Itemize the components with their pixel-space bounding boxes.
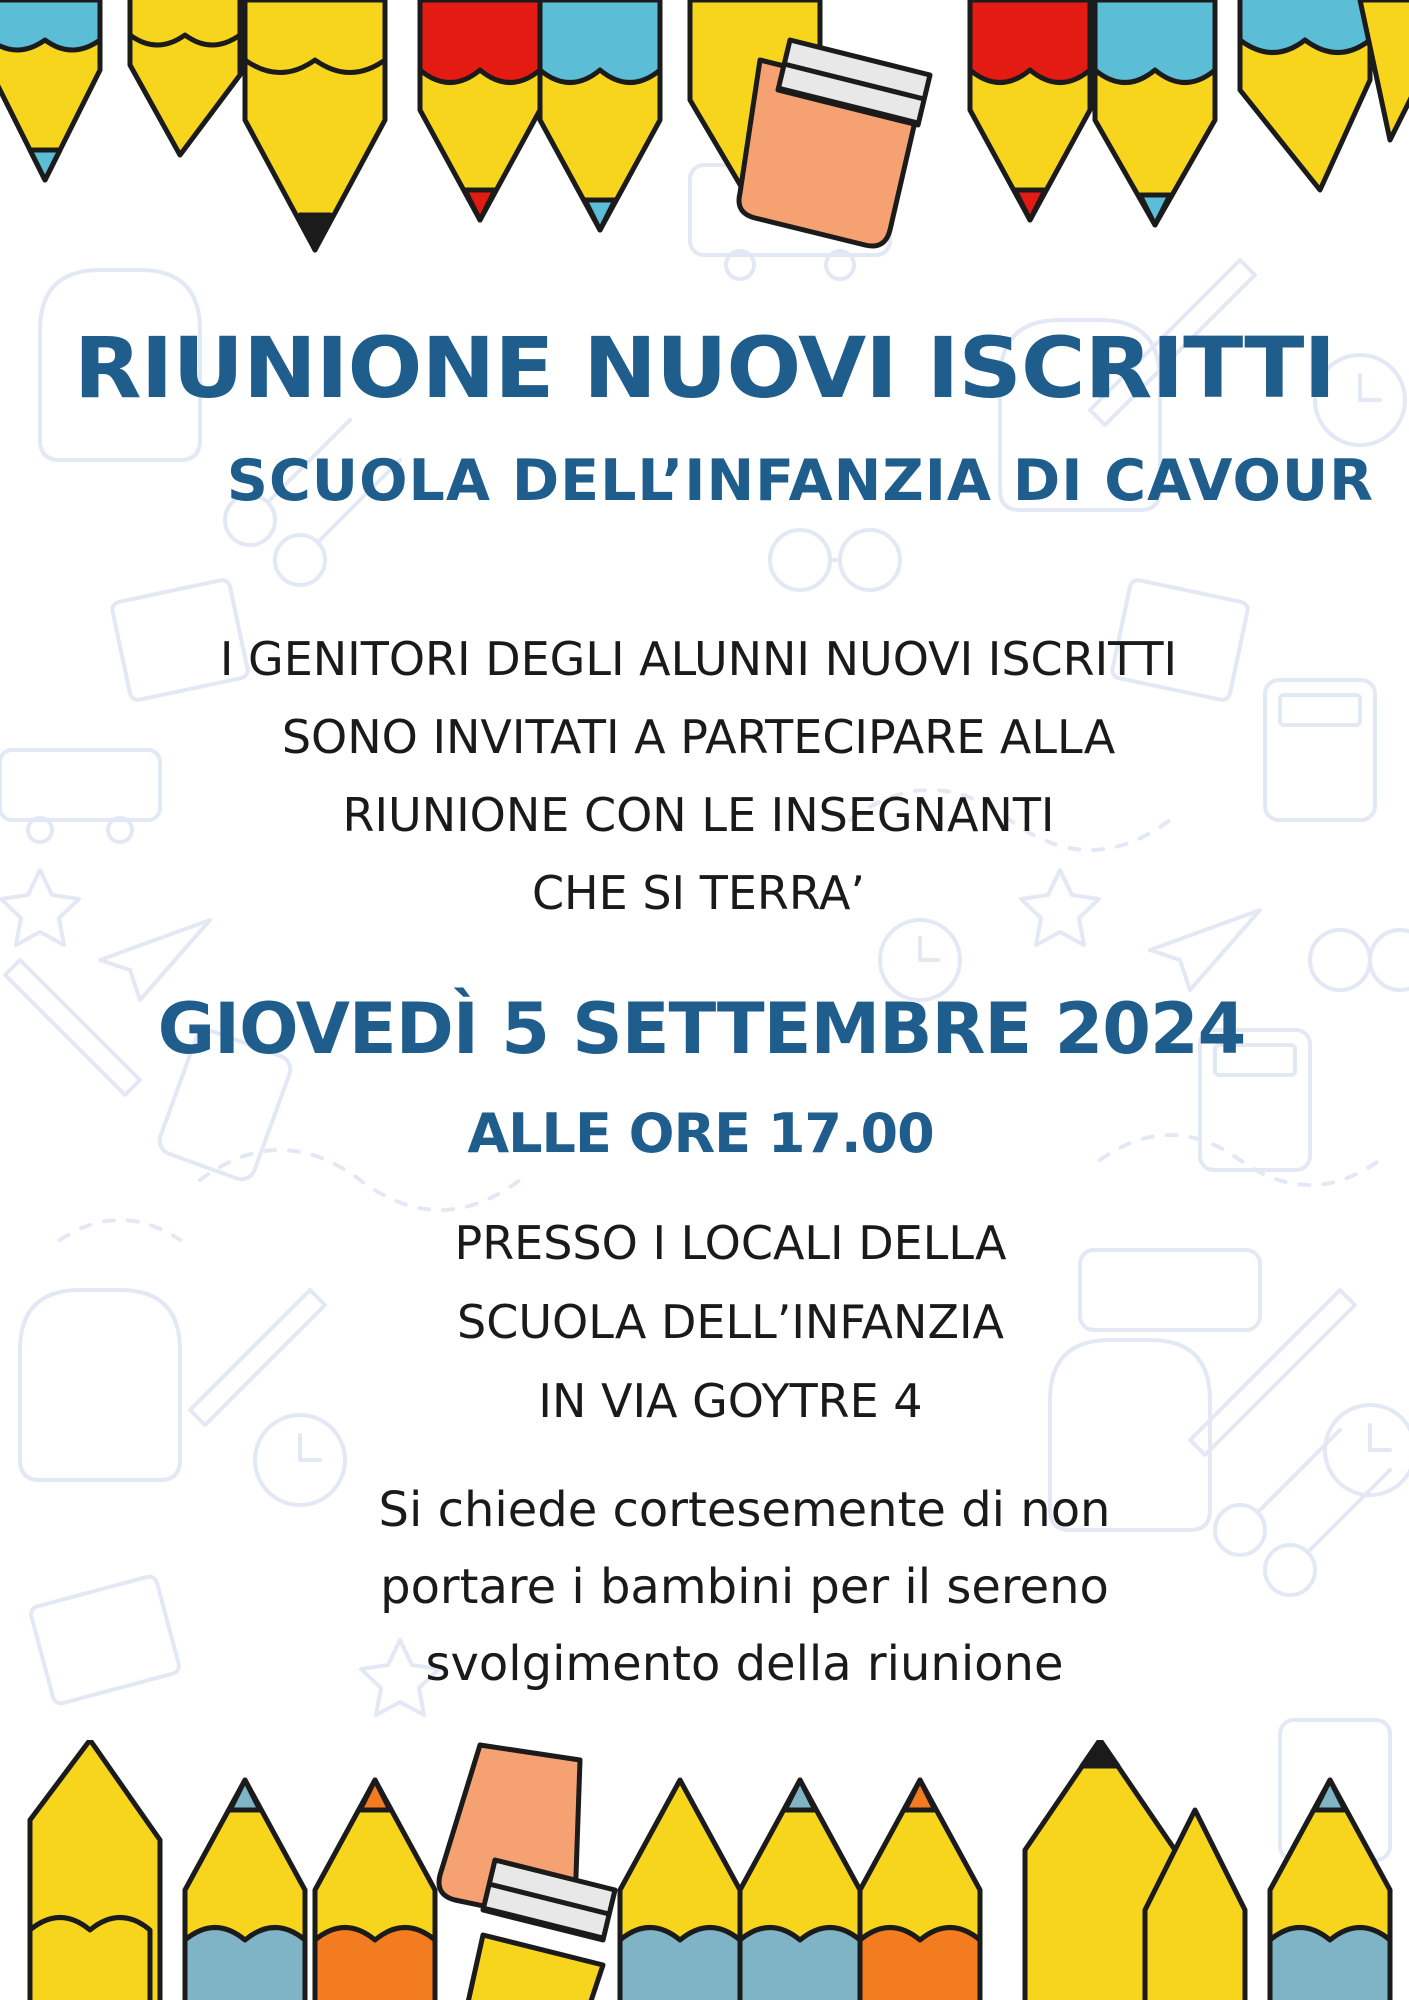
invitation-line: CHE SI TERRA’ <box>531 866 866 920</box>
school-name: SCUOLA DELL’INFANZIA DI CAVOUR <box>226 448 1375 514</box>
meeting-date: GIOVEDÌ 5 SETTEMBRE 2024 <box>157 988 1246 1070</box>
pencils-icon <box>0 1740 1409 2000</box>
invitation-line: I GENITORI DEGLI ALUNNI NUOVI ISCRITTI <box>219 632 1178 686</box>
location-line: IN VIA GOYTRE 4 <box>538 1374 923 1428</box>
invitation-line: RIUNIONE CON LE INSEGNANTI <box>342 788 1055 842</box>
note-line: svolgimento della riunione <box>425 1636 1064 1692</box>
request-note <box>40 1472 1409 1703</box>
note-line: portare i bambini per il sereno <box>380 1559 1109 1615</box>
note-line: Si chiede cortesemente di non <box>378 1482 1111 1538</box>
invitation-line: SONO INVITATI A PARTECIPARE ALLA <box>281 710 1116 764</box>
page-title: RIUNIONE NUOVI ISCRITTI <box>73 319 1336 417</box>
location-line: PRESSO I LOCALI DELLA <box>454 1216 1007 1270</box>
meeting-location <box>26 1204 1409 1441</box>
invitation-text <box>0 620 1403 932</box>
meeting-time: ALLE ORE 17.00 <box>467 1102 934 1165</box>
location-line: SCUOLA DELL’INFANZIA <box>457 1295 1004 1349</box>
pencils-icon <box>0 0 1409 260</box>
